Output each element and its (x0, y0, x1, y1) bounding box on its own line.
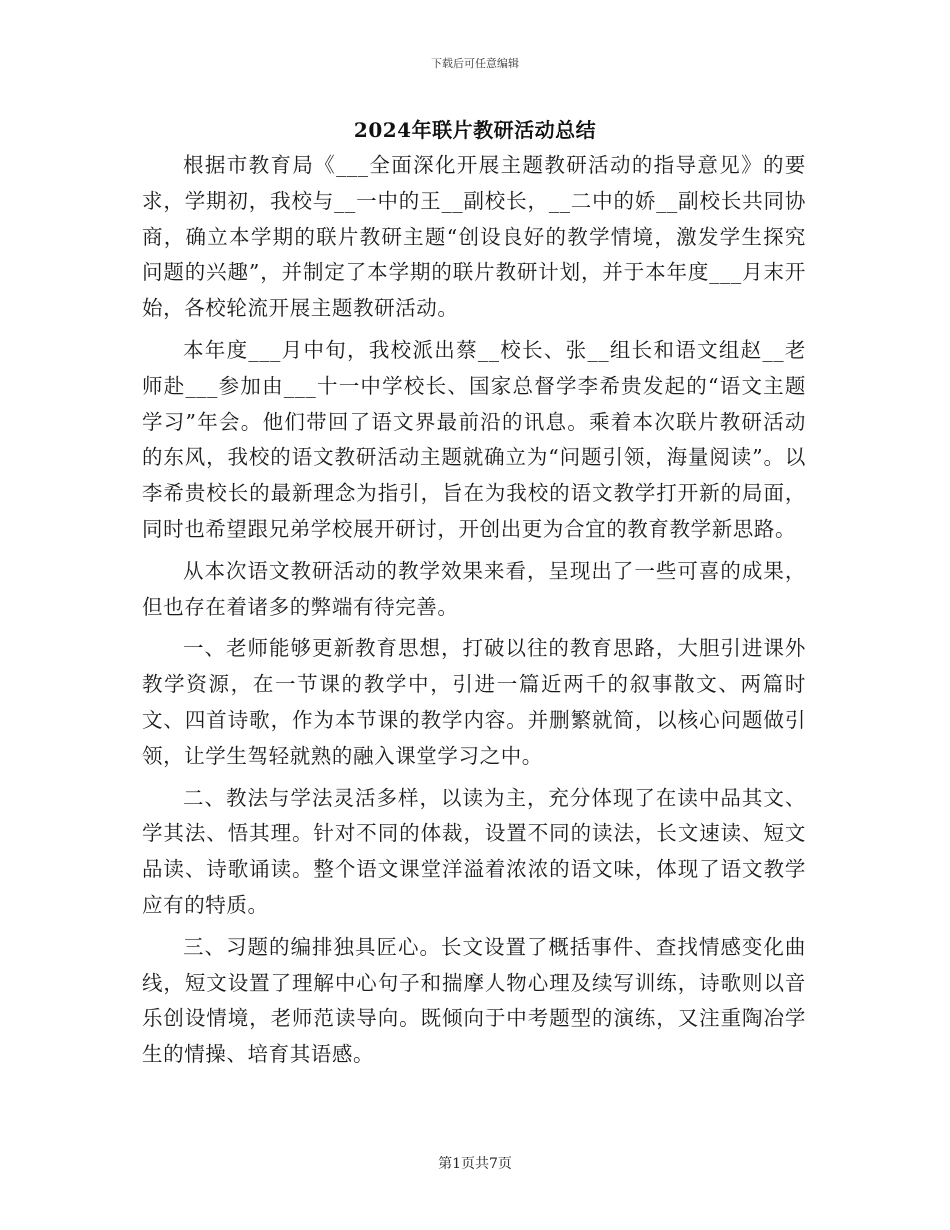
paragraph: 从本次语文教研活动的教学效果来看，呈现出了一些可喜的成果，但也存在着诸多的弊端有待完善。 (142, 558, 806, 619)
document-body (142, 148, 806, 1073)
paragraph: 二、教法与学法灵活多样，以读为主，充分体现了在读中品其文、学其法、悟其理。针对不同的体裁，设置不同的读法，长文速读、短文品读、诗歌诵读。整个语文课堂洋溢着浓浓的语文味，体现了语文教学应有的特质。 (142, 785, 806, 917)
paragraph: 根据市教育局《___全面深化开展主题教研活动的指导意见》的要求，学期初，我校与__一中的王__副校长，__二中的娇__副校长共同协商，确立本学期的联片教研主题“创设良好的教学情境，激发学生探究问题的兴趣”，并制定了本学期的联片教研计划，并于本年度___月末开始，各校轮流开展主题教研活动。 (142, 153, 806, 321)
page-footer: 第1页共7页 (438, 1156, 512, 1172)
document-title: 2024年联片教研活动总结 (353, 118, 597, 142)
paragraph: 三、习题的编排独具匠心。长文设置了概括事件、查找情感变化曲线，短文设置了理解中心句子和揣摩人物心理及续写训练，诗歌则以音乐创设情境，老师范读导向。既倾向于中考题型的演练，又注重陶冶学生的情操、培育其语感。 (142, 934, 806, 1067)
paragraph: 本年度___月中旬，我校派出蔡__校长、张__组长和语文组赵__老师赴___参加由___十一中学校长、国家总督学李希贵发起的“语文主题学习”年会。他们带回了语文界最前沿的讯息。乘着本次联片教研活动的东风，我校的语文教研活动主题就确立为“问题引领，海量阅读”。以李希贵校长的最新理念为指引，旨在为我校的语文教学打开新的局面，同时也希望跟兄弟学校展开研讨，开创出更为合宜的教育教学新思路。 (142, 337, 806, 541)
paragraph: 一、老师能够更新教育思想，打破以往的教育思路，大胆引进课外教学资源，在一节课的教学中，引进一篇近两千的叙事散文、两篇时文、四首诗歌，作为本节课的教学内容。并删繁就简，以核心问题做引领，让学生驾轻就熟的融入课堂学习之中。 (142, 636, 806, 768)
header-note: 下载后可任意编辑 (431, 57, 519, 70)
